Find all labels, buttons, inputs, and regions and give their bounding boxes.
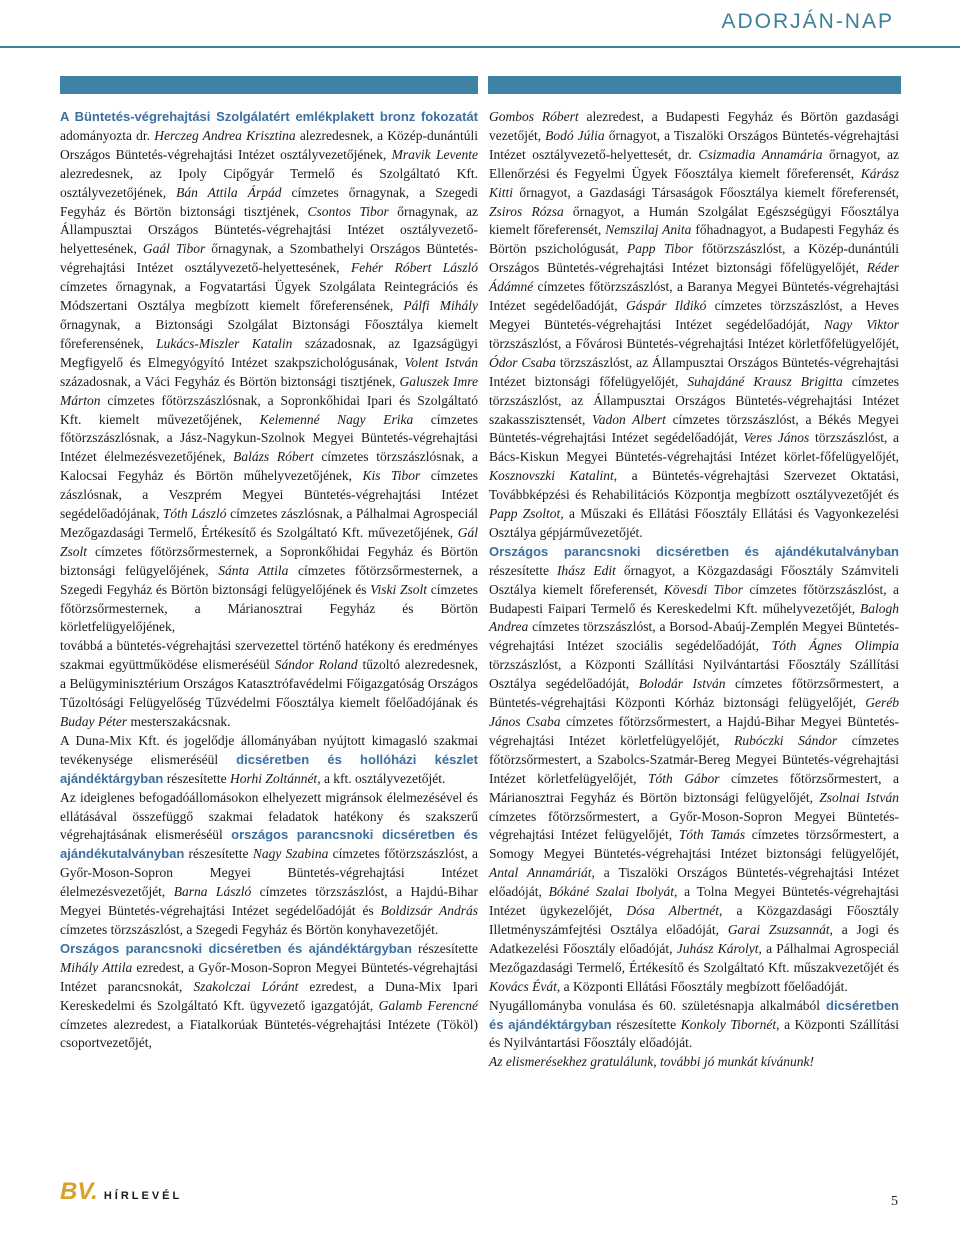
body-text: alezredesnek, az Ipoly Cipőgyár Termelő és Szolgáltató Kft. osztályvezetőjének, [60,165,478,200]
person-name: Herczeg Andrea Krisztina [154,127,296,143]
person-name: Buday Péter [60,714,128,729]
person-name: Galuszek Imre Márton [60,373,479,408]
body-text: , a Központi Szállítási és Nyilvántartási Főosztály előadóját. [489,1016,899,1051]
person-name: Veres János [743,430,810,446]
person-name: Tóth Gábor [648,770,720,786]
body-text: továbbá a büntetés-végrehajtási szervezettel történő hatékony és eredményes szakmai együttműködése elismeréséül [60,638,478,673]
body-text: részesítette [184,846,253,862]
body-text: címzetes főtörzsőrmestert, a Szabolcs-Szatmár-Bereg Megyei Büntetés-végrehajtási Intézet körletfelügyelőjét, [489,732,899,786]
body-text: , a Közgazdasági Főosztály Illetményszámfejtési Osztálya előadóját, [489,903,899,937]
paragraph [60,789,478,940]
person-name: Réder Ádámné [489,260,899,295]
body-text: címzetes alezredest, a Fiatalkorúak Büntetés-végrehajtási Intézete (Tököl) csoportvezetőjét, [60,1016,478,1051]
body-text: címzetes főtörzszászlóst, a Budapesti Faipari Termelő és Kereskedelmi Kft. műhelyvezetőjét, [489,581,899,616]
body-text: századosnak, a Váci Fegyház és Börtön biztonsági tisztjének, [60,373,400,389]
header-rule [0,46,960,48]
body-text: , a Műszaki és Ellátási Főosztály Ellátási és Vagyonkezelési Osztálya gépjárművezetőjét. [489,506,899,540]
person-name: Papp Zsoltot [489,506,561,522]
body-text: őrnagynak, az Állampusztai Országos Büntetés-végrehajtási Intézet osztályvezető-helyettesének, [60,203,479,257]
body-text: címzetes főtörzsőrmestert, a Hajdú-Bihar Megyei Büntetés-végrehajtási Intézet körletfelügyelőjét, [489,714,899,748]
person-name: Sánta Attila [218,562,289,578]
person-name: Antal Annamáriát [489,865,592,881]
person-name: Zsolnai István [819,789,899,805]
person-name: Konkoly Tibornét [680,1016,777,1032]
body-text: törzszászlóst, az Állampusztai Országos Büntetés-végrehajtási Intézet biztonsági főfelügyelőjét, [489,354,900,389]
person-name: Tóth Tamás [678,827,746,843]
person-name: Galamb Ferencné [378,997,478,1013]
person-name: Balázs Róbert [233,449,314,465]
left-column-bar [60,76,478,94]
person-name: Kosznovszki Katalint [489,468,614,484]
body-text: címzetes törzszászlóst, a Békés Megyei Büntetés-végrehajtási Intézet segédelőadóját, [489,411,899,446]
person-name: Mravik Levente [391,146,478,162]
person-name: Gál Zsolt [60,524,478,559]
body-text: adományozta dr. [60,127,155,143]
body-text: címzetes őrnagynak, a Fogvatartási Ügyek Szolgálata Reintegrációs és Módszertani Osztálya megbízott kiemelt főreferensének, [60,279,478,314]
award-highlight: országos parancsnoki dicséretben és ajándékutalványban [60,827,478,862]
paragraph [489,543,899,997]
paragraph [489,1053,899,1072]
person-name: Sándor Roland [274,657,358,673]
person-name: Kárász Kitti [489,165,899,200]
body-text: főtörzszászlóst, a Közép-dunántúli Országos Büntetés-végrehajtási Intézet biztonsági főfelügyelőjét, [489,241,899,276]
left-column [60,108,478,1053]
award-highlight: Országos parancsnoki dicséretben és ajándéktárgyban [60,940,412,956]
paragraph [60,637,478,732]
body-text: alezredest, a Budapesti Fegyház és Börtön gazdasági vezetőjét, [489,109,899,143]
person-name: Geréb János Csaba [489,695,899,729]
body-text: őrnagyot, a Közgazdasági Főosztály Számviteli Osztálya kiemelt főreferensét, [489,562,899,597]
body-text: őrnagyot, az Ellenőrzési és Fegyelmi Ügyek Főosztálya kiemelt főreferensét, [489,146,899,181]
person-name: Csontos Tibor [307,203,389,219]
person-name: Kovács Évát [489,978,557,994]
body-text: címzetes főtörzszászlóst, a Győr-Moson-Sopron Megyei Büntetés-végrehajtási Intézet élelmezésvezetőjét, [60,846,478,900]
award-highlight: A Büntetés-végrehajtási Szolgálatért emlékplakett bronz fokozatát [60,109,478,124]
award-highlight: Országos parancsnoki dicséretben és ajándékutalványban [489,543,899,559]
body-text: alezredesnek, a Közép-dunántúli Országos Büntetés-végrehajtási Intézet osztályvezetőjének, [60,127,478,162]
person-name: Fehér Róbert László [350,260,478,276]
logo-text: HÍRLEVÉL [103,1190,183,1202]
person-name: Bán Attila Árpád [176,184,282,200]
person-name: Gaál Tibor [142,241,206,257]
body-text: címzetes főtörzsőrmesternek, a Márianosztrai Fegyház és Börtön körletfelügyelőjének, [60,581,479,635]
body-text: részesítette [411,940,478,956]
body-text: , a Központi Ellátási Főosztály megbízott főelőadóját. [556,978,848,994]
person-name: Suhajdáné Krausz Brigitta [687,373,843,389]
person-name: Garai Zsuzsannát [727,921,830,937]
body-text: ezredest, a Duna-Mix Ipari Kereskedelmi és Szolgáltató Kft. ügyvezető igazgatóját, [60,978,478,1013]
person-name: Rubóczki Sándor [734,732,838,748]
person-name: Horhi Zoltánnét [230,770,318,786]
body-text: részesítette [163,770,231,786]
person-name: Tóth László [162,506,227,522]
body-text: részesítette [611,1016,681,1032]
body-text: törzszászlóst, a Központi Szállítási Nyilvántartási Főosztály Szállítási Osztálya segédelőadóját, [489,657,899,692]
person-name: Balogh Andrea [489,600,899,635]
body-text: őrnagynak, a Szombathelyi Országos Büntetés-végrehajtási Intézet osztályvezető-helyettesének, [60,241,478,276]
right-column-bar [488,76,901,94]
body-text: , a Tolna Megyei Büntetés-végrehajtási Intézet ügykezelőjét, [489,884,899,919]
body-text: címzetes főtörzszászlóst, a Baranya Megyei Büntetés-végrehajtási Intézet segédelőadóját, [489,279,899,314]
body-text: címzetes főtörzszászlósnak, a Jász-Nagykun-Szolnok Megyei Büntetés-végrehajtási Intézet élelmezésvezetőjének, [60,411,478,465]
body-text: , a Pálhalmai Agrospeciál Mezőgazdasági Termelő, Értékesítő és Szolgáltató Kft. műszakvezetőjét és [489,940,899,975]
person-name: Az elismerésekhez gratulálunk, további jó munkát kívánunk! [489,1054,815,1070]
body-text: címzetes törzszászlóst, a Hajdú-Bihar Megyei Büntetés-végrehajtási Intézet segédelőadóját és [60,884,478,919]
body-text: címzetes főtörzsőrmestert, a Büntetés-végrehajtási Központi Kórház biztonsági felügyelőjét, [489,676,900,711]
person-name: Gombos Róbert [489,109,579,124]
person-name: Nagy Szabina [252,846,329,862]
person-name: Nemszilaj Anita [605,222,692,238]
page-number: 5 [891,1194,898,1209]
body-text: címzetes zászlósnak, a Veszprém Megyei Büntetés-végrehajtási Intézet segédelőadójának, [60,468,478,522]
person-name: Dósa Albertnét [626,903,719,919]
person-name: Szakolczai Lóránt [193,978,299,994]
person-name: Bodó Júlia [545,127,605,143]
person-name: Bolodár István [638,676,726,692]
person-name: Kövesdi Tibor [663,581,743,597]
person-name: Mihály Attila [60,959,133,975]
body-text: Az ideiglenes befogadóállomásokon elhelyezett migránsok élelmezésével és ellátásával összefüggő szakmai feladatok hatékony és szakszerű végrehajtásának elismeréséül [60,789,478,843]
body-text: őrnagynak, a Biztonsági Szolgálat Biztonsági Főosztálya kiemelt főreferensének, [60,316,478,351]
body-text: címzetes törzszászlóst, az Állampusztai Országos Büntetés-végrehajtási Intézet szakasszisztensét, [489,373,899,427]
paragraph [60,940,478,1053]
body-text: címzetes őrnagynak, a Szegedi Fegyház és Börtön biztonsági tisztjének, [60,184,478,219]
body-text: címzetes törzszászlóst, a Szegedi Fegyház és Börtön konyhavezetőjét. [60,921,439,937]
body-text: címzetes törzszászlósnak, a Kalocsai Fegyház és Börtön műhelyvezetőjének, [60,449,479,484]
person-name: Nagy Viktor [823,316,899,332]
body-text: címzetes törzsőrmestert, a Somogy Megyei Büntetés-végrehajtási Intézet biztonsági felügyelőjét, [489,827,899,862]
body-text: őrnagyot, a Gazdasági Társaságok Főosztálya kiemelt főreferensét, [513,184,899,200]
page-header-title: ADORJÁN-NAP [721,10,894,33]
award-highlight: dicséretben és hollóházi készlet ajándéktárgyban [60,751,478,786]
body-text: mesterszakácsnak. [127,714,231,729]
person-name: Tóth Ágnes Olimpia [771,638,899,654]
body-text: őrnagyot, a Tiszalöki Országos Büntetés-végrehajtási Intézet osztályvezető-helyettesét, dr. [489,127,899,162]
person-name: Gáspár Ildikó [626,298,707,314]
body-text: ezredest, a Győr-Moson-Sopron Megyei Büntetés-végrehajtási Intézet parancsnokát, [60,959,478,994]
person-name: Boldizsár András [380,903,478,919]
person-name: Pálfi Mihály [403,298,478,314]
person-name: Ódor Csaba [489,354,556,370]
body-text: , a Tiszalöki Országos Büntetés-végrehajtási Intézet előadóját, [489,865,899,900]
body-text: főhadnagyot, a Budapesti Fegyház és Börtön pszichológusát, [489,222,899,257]
person-name: Volent István [404,354,478,370]
body-text: címzetes főtörzsőrmesternek, a Sopronkőhidai Fegyház és Börtön biztonsági felügyelőjének, [60,543,478,578]
person-name: Kis Tibor [362,468,421,484]
person-name: Vadon Albert [592,411,666,427]
body-text: , a kft. osztályvezetőjét. [317,770,446,786]
person-name: Viski Zsolt [370,581,428,597]
paragraph [60,108,478,637]
bv-hirlevel-logo [60,1178,182,1206]
person-name: Lukács-Miszler Katalin [156,335,293,351]
body-text: őrnagyot, a Humán Szolgálat Egészségügyi Főosztálya kiemelt főreferensét, [489,203,899,238]
person-name: Barna László [173,884,252,900]
right-column [489,108,899,1072]
paragraph [489,108,899,543]
person-name: Zsiros Rózsa [489,203,564,219]
person-name: Bókáné Szalai Ibolyát [548,884,674,900]
body-text: törzszászlóst, a Bács-Kiskun Megyei Büntetés-végrehajtási Intézet körlet-főfelügyelőjét, [489,430,899,465]
body-text: , a Jogi és Adatkezelési Főosztály előadóját, [489,921,899,956]
body-text: címzetes törzszászlóst, a Borsod-Abaúj-Zemplén Megyei Büntetés-végrehajtási Intézet szociális segédelőadóját, [489,619,899,654]
body-text: címzetes zászlósnak, a Pálhalmai Agrospeciál Mezőgazdasági Termelő, Értékesítő és Szolgáltató Kft. művezetőjének, [60,506,478,540]
person-name: Ihász Edit [556,562,616,578]
body-text: részesítette [489,562,557,578]
body-text: címzetes törzszászlóst, a Heves Megyei Büntetés-végrehajtási Intézet segédelőadóját, [489,298,899,332]
body-text: címzetes főtörzsőrmesternek, a Szegedi Fegyház és Börtön biztonsági felügyelőjének és [60,562,478,597]
award-highlight: dicséretben és ajándéktárgyban [489,997,899,1032]
paragraph [489,997,899,1054]
body-text: tűzoltó alezredesnek, a Belügyminisztérium Országos Katasztrófavédelmi Főigazgatóság Országos Tűzoltósági Felügyelőség Tűzvédelmi Főosztálya kiemelt főelőadójának és [60,657,478,711]
body-text: , a Büntetés-végrehajtási Szervezet Oktatási, Továbbképzési és Rehabilitációs Központja megbízott osztályvezetőjét és [489,468,899,503]
person-name: Juhász Károlyt [676,940,759,956]
body-text: címzetes főtörzszászlósnak, a Sopronkőhidai Ipari és Szolgáltató Kft. kiemelt művezetőjének, [60,392,478,427]
body-text: Nyugállományba vonulása és 60. születésnapja alkalmából [489,997,827,1013]
body-text: törzszászlóst, a Fővárosi Büntetés-végrehajtási Intézet körletfőfelügyelőjét, [489,335,899,351]
logo-mark: BV. [60,1178,98,1205]
paragraph [60,732,478,789]
person-name: Kelemenné Nagy Erika [259,411,414,427]
body-text: címzetes főtörzsőrmestert, a Márianosztrai Fegyház és Börtön biztonsági felügyelőjét, [489,770,900,805]
body-text: A Duna-Mix Kft. és jogelődje állományában nyújtott kimagasló szakmai tevékenysége elismeréséül [60,732,478,767]
body-text: címzetes főtörzsőrmestert, a Győr-Moson-Sopron Megyei Büntetés-végrehajtási Intézet felügyelőjét, [489,808,899,843]
person-name: Papp Tibor [627,241,694,257]
body-text: századosnak, az Igazságügyi Megfigyelő és Elmegyógyító Intézet szakpszichológusának, [60,335,478,370]
person-name: Csizmadia Annamária [698,146,823,162]
